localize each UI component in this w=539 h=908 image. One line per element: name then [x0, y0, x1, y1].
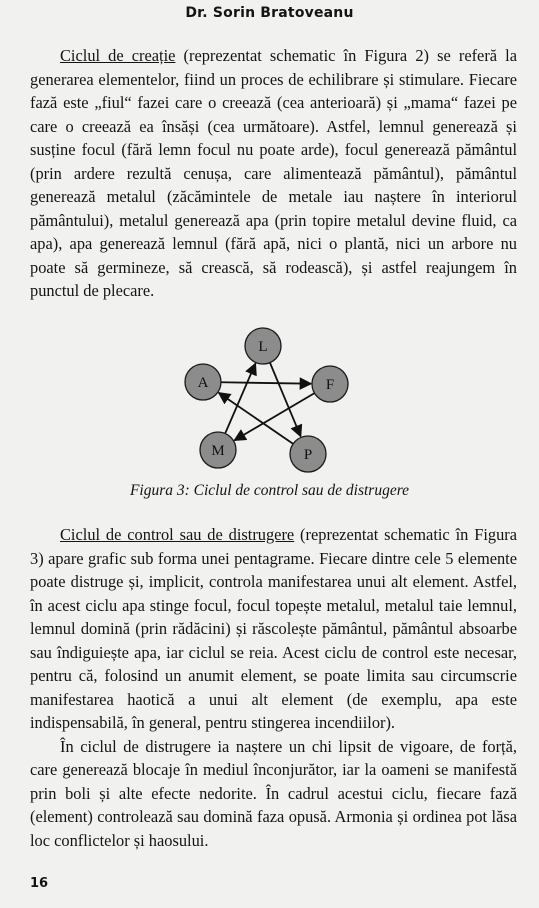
- arrow-l-to-p: [270, 363, 301, 437]
- node-m: [200, 432, 236, 468]
- paragraph: [30, 523, 517, 735]
- diagram-nodes: [185, 328, 348, 472]
- node-label: M: [211, 443, 225, 459]
- term-control-cycle: Ciclul de control sau de distrugere: [60, 525, 295, 544]
- control-cycle-section: [30, 523, 517, 852]
- paragraph: [30, 44, 517, 303]
- diagram-edges: [219, 363, 315, 444]
- paragraph: În ciclul de distrugere ia naștere un chi lipsit de vigoare, de forță, care generează blocaje în mediul înconjurător, iar la oameni se manifestă prin boli și alte efecte nedorite. În cadrul acestui ciclu, fiecare fază (element) controlează sau domină faza opusă. Armonia și ordinea pot lăsa loc conflictelor și haosului.: [30, 736, 517, 850]
- creation-cycle-section: [30, 44, 517, 303]
- page-number: 16: [30, 876, 49, 891]
- running-header: Dr. Sorin Bratoveanu: [185, 5, 354, 21]
- node-label: F: [325, 377, 335, 393]
- paragraph-text: (reprezentat schematic în Figura 2) se referă la generarea elementelor, fiind un proces de echilibrare și stimulare. Fiecare fază este „fiul“ fazei care o creează (cea anterioară) și „mama“ fazei pe care o creează ea însăși (cea următoare). Astfel, lemnul generează și susține focul (fără lemn focul nu poate arde), focul generează pământul (prin ardere rezultă cenușa, care alimentează pământul), pământul generează metalul (zăcămintele de metale iau naștere în interiorul pământului), metalul generează apa (prin topire metalul devine fluid, ca apa), apa generează lemnul (fără apă, nici o plantă, nici un arbore nu poate să germineze, să crească, să rodească), și astfel reajungem în punctul de plecare.: [30, 46, 517, 300]
- arrow-f-to-m: [234, 393, 314, 440]
- arrow-a-to-f: [221, 382, 311, 383]
- node-label: L: [258, 339, 268, 355]
- node-label: A: [197, 375, 209, 391]
- paragraph-text: (reprezentat schematic în Figura 3) apare grafic sub forma unei pentagrame. Fiecare dintre cele 5 elemente poate distruge și, implicit, controla manifestarea unui alt element. Astfel, în acest ciclu apa stinge focul, focul topește metalul, metalul taie lemnul, lemnul domină (prin rădăcini) și răscolește pământul, pământul absoarbe sau îndiguiește apa, iar ciclul se reia. Acest ciclu de control este necesar, pentru că, folosind un anumit element, se poate limita sau circumscrie manifestarea haotică a unui alt element (de exemplu, apa este indispensabilă, în general, pentru stingerea incendiilor).: [30, 525, 517, 732]
- node-p: [290, 436, 326, 472]
- node-label: P: [303, 447, 313, 463]
- figure-caption: Figura 3: Ciclul de control sau de distrugere: [129, 482, 410, 499]
- term-creation-cycle: Ciclul de creație: [60, 46, 176, 65]
- control-cycle-diagram: [170, 326, 370, 478]
- node-f: [312, 366, 348, 402]
- node-a: [185, 364, 221, 400]
- node-l: [245, 328, 281, 364]
- arrow-m-to-l: [225, 363, 255, 433]
